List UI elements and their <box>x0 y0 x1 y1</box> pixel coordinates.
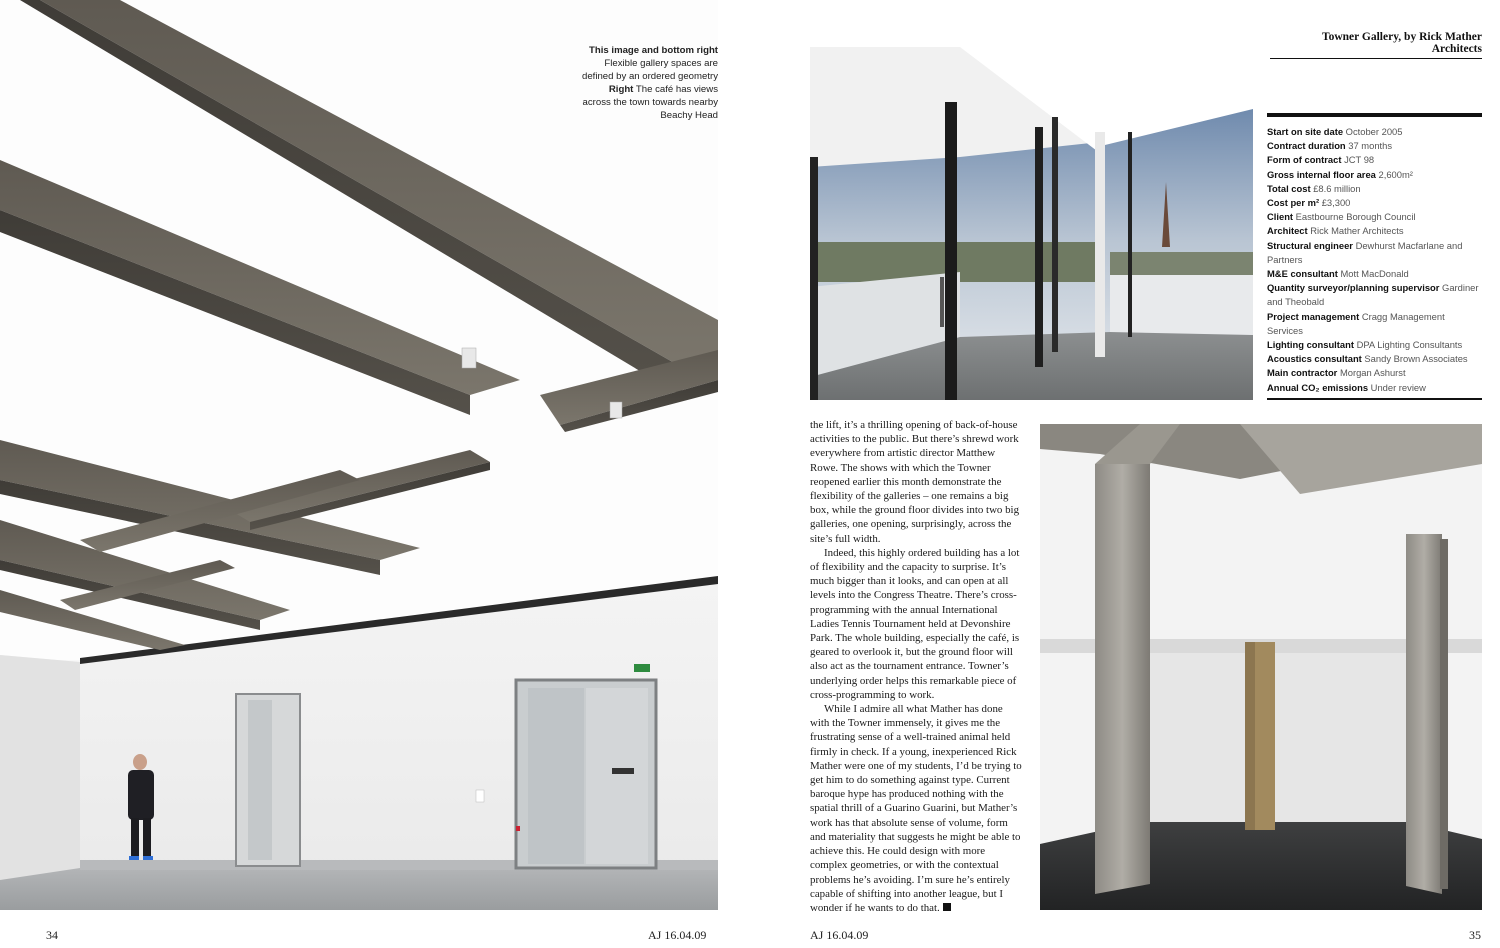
body-paragraph-2: Indeed, this highly ordered building has a lot of flexibility and the capacity to surprise. It’s much bigger than it looks, and can open at all levels into the Congress Theatre. There’s cross-programming with the annual International Ladies Tennis Tournament held at Devonshire Park. The whole building, especially the café, is geared to overlook it, but the ground floor will also act as the tournament entrance. Towner’s underlying order helps this remarkable piece of cross-programming to work. <box>810 546 1020 701</box>
spec-value: October 2005 <box>1345 126 1403 137</box>
spec-row <box>1267 281 1482 309</box>
spec-value: Mott MacDonald <box>1340 268 1409 280</box>
spec-value: £8.6 million <box>1313 182 1361 194</box>
spec-value: Eastbourne Borough Council <box>1295 211 1416 223</box>
spec-value: Rick Mather Architects <box>1310 225 1404 237</box>
right-page-number: 35 <box>1469 928 1481 942</box>
spec-label: Contract duration <box>1267 140 1346 152</box>
spec-label: Annual CO₂ emissions <box>1267 381 1369 393</box>
project-data-rule <box>1267 398 1482 400</box>
spec-value: £3,300 <box>1321 197 1351 209</box>
spec-label: Client <box>1267 211 1294 223</box>
spec-row <box>1267 239 1482 267</box>
spec-value: 2,600m² <box>1378 168 1413 180</box>
spec-row <box>1267 168 1482 182</box>
spec-label: Quantity surveyor/planning supervisor <box>1267 282 1440 294</box>
project-data-panel <box>1267 113 1482 395</box>
spec-row <box>1267 310 1482 338</box>
spec-label: Start on site date <box>1267 126 1344 137</box>
spec-label: Main contractor <box>1267 367 1338 379</box>
spec-value: DPA Lighting Consultants <box>1356 339 1463 351</box>
spec-row <box>1267 210 1482 224</box>
spec-label: Total cost <box>1267 182 1311 194</box>
spec-row <box>1267 224 1482 238</box>
spec-label: Gross internal floor area <box>1267 168 1376 180</box>
spec-label: Architect <box>1267 225 1308 237</box>
right-issue-date: AJ 16.04.09 <box>810 928 869 942</box>
spec-row <box>1267 267 1482 281</box>
left-issue-date: AJ 16.04.09 <box>648 928 707 942</box>
gallery-photo-columns <box>1040 424 1482 910</box>
caption-text-1: Flexible gallery spaces are defined by an ordered geometry <box>582 58 718 82</box>
spec-label: Acoustics consultant <box>1267 353 1362 365</box>
spec-row <box>1267 366 1482 380</box>
spec-row <box>1267 125 1482 139</box>
spec-label: M&E consultant <box>1267 268 1338 280</box>
spec-value: Cragg Management Services <box>1267 310 1445 336</box>
spec-label: Cost per m² <box>1267 197 1320 209</box>
spec-value: Dewhurst Macfarlane and Partners <box>1267 239 1463 265</box>
spec-value: Gardiner and Theobald <box>1267 282 1479 308</box>
spec-row <box>1267 139 1482 153</box>
spec-label: Form of contract <box>1267 154 1342 166</box>
cafe-photo <box>810 47 1253 400</box>
caption-lead-2: Right <box>608 84 634 95</box>
end-mark-icon <box>943 903 951 911</box>
caption-lead-1: This image and bottom right <box>589 45 718 56</box>
gallery-photo-main <box>0 0 718 910</box>
spec-value: JCT 98 <box>1344 154 1375 166</box>
spec-row <box>1267 182 1482 196</box>
spec-value: Under review <box>1370 381 1426 393</box>
caption-text-2: The café has views across the town towards nearby Beachy Head <box>582 84 718 121</box>
spec-row <box>1267 153 1482 167</box>
body-paragraph-1: the lift, it’s a thrilling opening of back-of-house activities to the public. But there’s shrewd work everywhere from artistic director Matthew Rowe. The shows with which the Towner reopened earlier this month demonstrate the flexibility of the galleries – one remains a big box, while the ground floor divides into two big galleries, one opening, surprisingly, across the site’s full width. <box>810 419 1020 545</box>
photo-caption <box>580 44 718 122</box>
spec-value: 37 months <box>1348 140 1393 152</box>
body-paragraph-3-text: While I admire all what Mather has done with the Towner immensely, it gives me the frustrating sense of a well-trained animal held firmly in check. If a young, inexperienced Rick Mather were one of my students, I’d be trying to get him to do something against type. Current baroque hype has produced nothing with the spatial thrill of a Guarino Guarini, but Mather’s work has that absolute sense of volume, form and materiality that suggests he might be able to achieve this. He could design with more complex geometries, or with the contextual problems he’s avoiding. I’m sure he’s entirely capable of shifting into another league, but I wonder if he wants to do that. <box>810 703 1022 914</box>
spec-row <box>1267 352 1482 366</box>
spec-label: Lighting consultant <box>1267 339 1354 351</box>
body-paragraph-3 <box>810 702 1024 915</box>
spec-value: Morgan Ashurst <box>1339 367 1406 379</box>
left-page-number: 34 <box>46 928 58 942</box>
spec-label: Structural engineer <box>1267 239 1353 251</box>
spec-label: Project management <box>1267 310 1360 322</box>
spec-row <box>1267 196 1482 210</box>
article-body <box>810 418 1024 915</box>
spec-row <box>1267 381 1482 395</box>
spec-row <box>1267 338 1482 352</box>
running-head: Towner Gallery, by Rick Mather Architects <box>1270 31 1482 59</box>
spec-value: Sandy Brown Associates <box>1364 353 1468 365</box>
